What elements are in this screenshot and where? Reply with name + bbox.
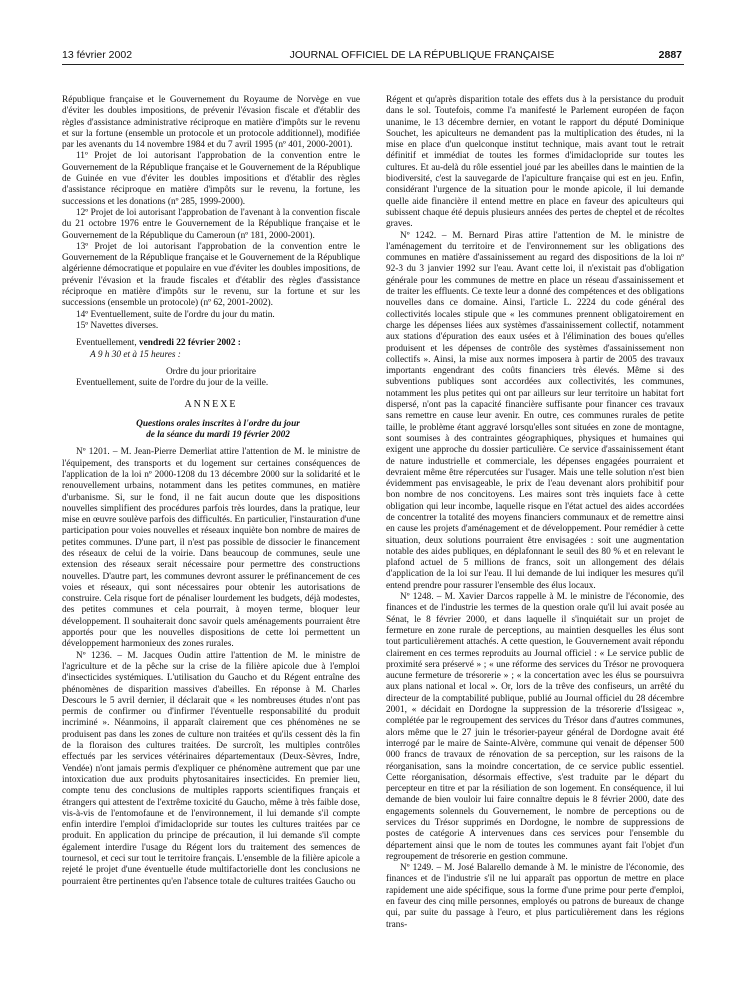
agenda-priority: Ordre du jour prioritaire xyxy=(165,366,257,377)
paragraph: Régent et qu'après disparition totale des effets dus à la persistance du produit dans le sol. Toutefois, comme l'a manifesté le Parlement européen de façon unanime, le 13 décembre dernier, en votant le rapport du député Dominique Souchet, les apiculteurs ne demandent pas la multiplication des études, ni la mise en place d'un quelconque institut technique, mais avant tout le retrait définitif et immédiat de toutes les formes d'imidaclopride sur toutes les cultures. Et au-delà du rôle essentiel joué par les abeilles dans le maintien de la biodiversité, c'est la sauvegarde de l'apiculture française qui est en jeu. Enfin, considérant l'urgence de la situation pour le monde apicole, il lui demande quelle aide financière il entend mettre en place en faveur des apiculteurs qui subissent chaque été depuis plusieurs années des pertes de cheptel et de récoltes graves. xyxy=(386,95,684,230)
agenda-times: A 9 h 30 et à 15 heures : xyxy=(90,349,181,360)
paragraph: 12º Projet de loi autorisant l'approbation de l'avenant à la convention fiscale du 21 octobre 1976 entre le Gouvernement de la République française et le Gouvernement de la République du Cameroun (nº 181, 2000-2001). xyxy=(62,207,360,241)
page-header xyxy=(62,49,682,63)
page-number: 2887 xyxy=(658,49,682,61)
paragraph: 15º Navettes diverses. xyxy=(76,320,159,331)
paragraph: Eventuellement, suite de l'ordre du jour de la veille. xyxy=(76,378,269,389)
journal-title: JOURNAL OFFICIEL DE LA RÉPUBLIQUE FRANÇAISE xyxy=(289,49,555,61)
agenda-prefix: Eventuellement, xyxy=(76,338,139,349)
paragraph: République française et le Gouvernement du Royaume de Norvège en vue d'éviter les doubles impositions, de prévenir l'évasion fiscale et d'établir des règles d'assistance administrative réciproque en matière d'impôts sur le revenu et sur la fortune (ensemble un protocole et un protocole additionnel), modifiée par les avenants du 14 novembre 1984 et du 7 avril 1995 (nº 401, 2000-2001). xyxy=(62,95,360,151)
question-1248: Nº 1248. – M. Xavier Darcos rappelle à M. le ministre de l'économie, des finances et de l'industrie les termes de la question orale qu'il lui avait posée au Sénat, le 8 février 2000, et dans laquelle il s'inquiétait sur un projet de fermeture en zone rurale de perceptions, au maintien desquelles les élus sont tout particulièrement attachés. A cette question, le Gouvernement avait répondu clairement en ces termes reproduits au Journal officiel : « Le service public de proximité sera préservé » ; « une réforme des services du Trésor ne provoquera aucune fermeture de trésorerie » ; « la concertation avec les élus se poursuivra aux plans national et local ». Or, lors de la trêve des confiseurs, un arrêté du directeur de la comptabilité publique, publié au Journal officiel du 28 décembre 2001, « décidait en Dordogne la suppression de la trésorerie d'Issigeac », complétée par le regroupement des services du Trésor dans d'autres communes, alors même que le 27 juin le trésorier-payeur général de Dordogne avait été interrogé par le maire de Sainte-Alvère, commune qui venait de dépenser 500 000 francs de travaux de rénovation de sa perception, sur les raisons de la réorganisation, sans la moindre concertation, de ce service public essentiel. Cette réorganisation, désormais effective, s'est traduite par le départ du percepteur en titre et par la résiliation de son logement. En conséquence, il lui demande de bien vouloir lui faire connaître depuis le 8 février 2000, date des engagements solennels du Gouvernement, le nombre de perceptions ou de services du Trésor supprimés en Dordogne, le nombre de suppressions de postes de catégorie A intervenues dans ces services pour l'ensemble du département ainsi que le nom de toutes les communes ayant fait l'objet d'un regroupement de trésorerie en gestion commune. xyxy=(386,592,684,862)
agenda-date-line xyxy=(62,338,360,349)
paragraph: 13º Projet de loi autorisant l'approbation de la convention entre le Gouvernement de la République française et le Gouvernement de la République algérienne démocratique et populaire en vue d'éviter les doubles impositions, de prévenir l'évasion et la fraude fiscales et d'établir des règles d'assistance réciproque en matière d'impôts sur le revenu, sur la fortune et sur les successions (ensemble un protocole) (nº 62, 2001-2002). xyxy=(62,241,360,309)
question-1242: Nº 1242. – M. Bernard Piras attire l'attention de M. le ministre de l'aménagement du territoire et de l'environnement sur les obligations des communes en matière d'assainissement au regard des dispositions de la loi nº 92-3 du 3 janvier 1992 sur l'eau. Avant cette loi, il n'existait pas d'obligation générale pour les communes de mettre en place un réseau d'assainissement et de traiter les effluents. Ce texte leur a donné des compétences et des obligations nouvelles dans ce domaine. Ainsi, l'article L. 2224 du code général des collectivités locales stipule que « les communes prennent obligatoirement en charge les dépenses liées aux systèmes d'assainissement collectif, notamment aux stations d'épuration des eaux usées et à l'élimination des boues qu'elles produisent et les dépenses de contrôle des systèmes d'assainissement non collectifs ». Ainsi, la mise aux normes imposera à partir de 2005 des travaux importants engendrant des coûts financiers très élevés. Même si des subventions publiques sont accordées aux collectivités, les communes, notamment les plus petites qui ont par ailleurs sur leur territoire un habitat fort dispersé, n'ont pas la capacité financière suffisante pour financer ces travaux sans remettre en cause leur avenir. En outre, ces communes rurales de petite taille, le problème étant aggravé lorsqu'elles sont situées en zone de montagne, sont soumises à des contraintes géographiques, physiques et humaines qui exigent une approche du dossier particulière. Ce service d'assainissement étant de nature industrielle et commerciale, les dépenses engagées pourraient et devraient même être répercutées sur l'usager. Mais une telle solution n'est bien évidemment pas envisageable, le prix de l'eau devenant alors prohibitif pour bon nombre de nos concitoyens. Les maires sont très inquiets face à cette obligation qui leur incombe, laquelle risque en l'état actuel des aides accordées de concentrer la totalité des moyens financiers communaux et de remettre ainsi en cause les projets d'aménagement et de développement. Pour remédier à cette situation, deux solutions pourraient être envisagées : soit une augmentation notable des aides publiques, en déplafonnant le seuil des 80 % et en relevant le plafond actuel de 5 millions de francs, soit un allongement des délais d'application de la loi sur l'eau. Il lui demande de lui indiquer les mesures qu'il entend prendre pour rassurer l'ensemble des élus locaux. xyxy=(386,230,684,591)
question-1249: Nº 1249. – M. José Balarello demande à M. le ministre de l'économie, des finances et de l'industrie s'il ne lui apparaît pas opportun de mettre en place rapidement une aide spécifique, sous la forme d'une prime pour perte d'emploi, en faveur des cinq mille personnes, employés ou patrons de bureaux de change qui, par suite du passage à l'euro, et plus particulièrement dans les régions trans- xyxy=(386,863,684,930)
header-date: 13 février 2002 xyxy=(62,49,133,61)
right-column xyxy=(386,95,684,931)
questions-title: Questions orales inscrites à l'ordre du jour xyxy=(136,418,300,429)
agenda-date: vendredi 22 février 2002 : xyxy=(139,338,241,349)
left-column xyxy=(62,95,360,888)
annexe-heading: ANNEXE xyxy=(184,399,238,411)
question-1236: Nº 1236. – M. Jacques Oudin attire l'attention de M. le ministre de l'agriculture et de la pêche sur la crise de la filière apicole due à l'emploi d'insecticides systémiques. L'utilisation du Gaucho et du Régent entraîne des phénomènes de disparition massives d'abeilles. En réponse à M. Charles Descours le 5 avril dernier, il déclarait que « les nombreuses études n'ont pas permis de confirmer ou d'infirmer l'éventuelle responsabilité du produit incriminé ». Néanmoins, il apparaît clairement que ces phénomènes ne se produisent pas dans les zones de culture non traitées et qu'ils cessent dès la fin de la floraison des cultures traitées. De surcroît, les multiples contrôles effectués par les services vétérinaires départementaux (Deux-Sèvres, Indre, Vendée) n'ont jamais permis d'expliquer ce phénomène autrement que par une intoxication due aux produits phytosanitaires insecticides. En premier lieu, compte tenu des conclusions de multiples rapports scientifiques français et étrangers qui attestent de l'extrême toxicité du Gaucho, même à très faible dose, vis-à-vis de l'entomofaune et de l'environnement, il lui demande s'il compte enfin interdire l'emploi d'imidaclopride sur toutes les cultures traitées par ce produit. En application du principe de précaution, il lui demande s'il compte également interdire l'usage du Régent lors du traitement des semences de tournesol, et ceci sur tout le territoire français. L'ensemble de la filière apicole a rejeté le projet d'une éventuelle étude multifactorielle dont les conclusions ne pourraient être pertinentes qu'en l'absence totale de cultures traitées Gaucho ou xyxy=(62,650,360,887)
header-rule xyxy=(62,64,684,65)
question-1201: Nº 1201. – M. Jean-Pierre Demerliat attire l'attention de M. le ministre de l'équipement, des transports et du logement sur certaines conséquences de l'application de la loi nº 2000-1208 du 13 décembre 2000 sur la solidarité et le renouvellement urbains, notamment dans les petites communes, en matière d'urbanisme. Si, sur le fond, il ne fait aucun doute que les dispositions nouvelles simplifient des procédures parfois très lourdes, dans la pratique, leur mise en œuvre soulève parfois des difficultés. En particulier, l'instauration d'une participation pour voies nouvelles et réseaux inquiète bon nombre de maires de petites communes. D'une part, il n'est pas possible de dissocier le financement des réseaux de celui de la voirie. Dans beaucoup de communes, seule une extension des réseaux serait nécessaire pour permettre des constructions nouvelles. D'autre part, les communes devront assurer le préfinancement de ces voies et réseaux, qui sont nécessaires pour obtenir les autorisations de construire. Cela risque fort de pénaliser lourdement les budgets, déjà modestes, des petites communes et cela pourrait, à moyen terme, bloquer leur développement. Il souhaiterait donc savoir quels aménagements pourraient être apportés pour que les nouvelles dispositions de cette loi permettent un développement harmonieux des zones rurales. xyxy=(62,447,360,650)
paragraph: 14º Eventuellement, suite de l'ordre du jour du matin. xyxy=(76,309,275,320)
paragraph: 11º Projet de loi autorisant l'approbation de la convention entre le Gouvernement de la République française et le Gouvernement de la République de Guinée en vue d'éviter les doubles impositions et d'établir des règles d'assistance réciproque en matière d'impôts sur le revenu, la fortune, les successions et les donations (nº 285, 1999-2000). xyxy=(62,151,360,207)
questions-subtitle: de la séance du mardi 19 février 2002 xyxy=(146,430,290,441)
